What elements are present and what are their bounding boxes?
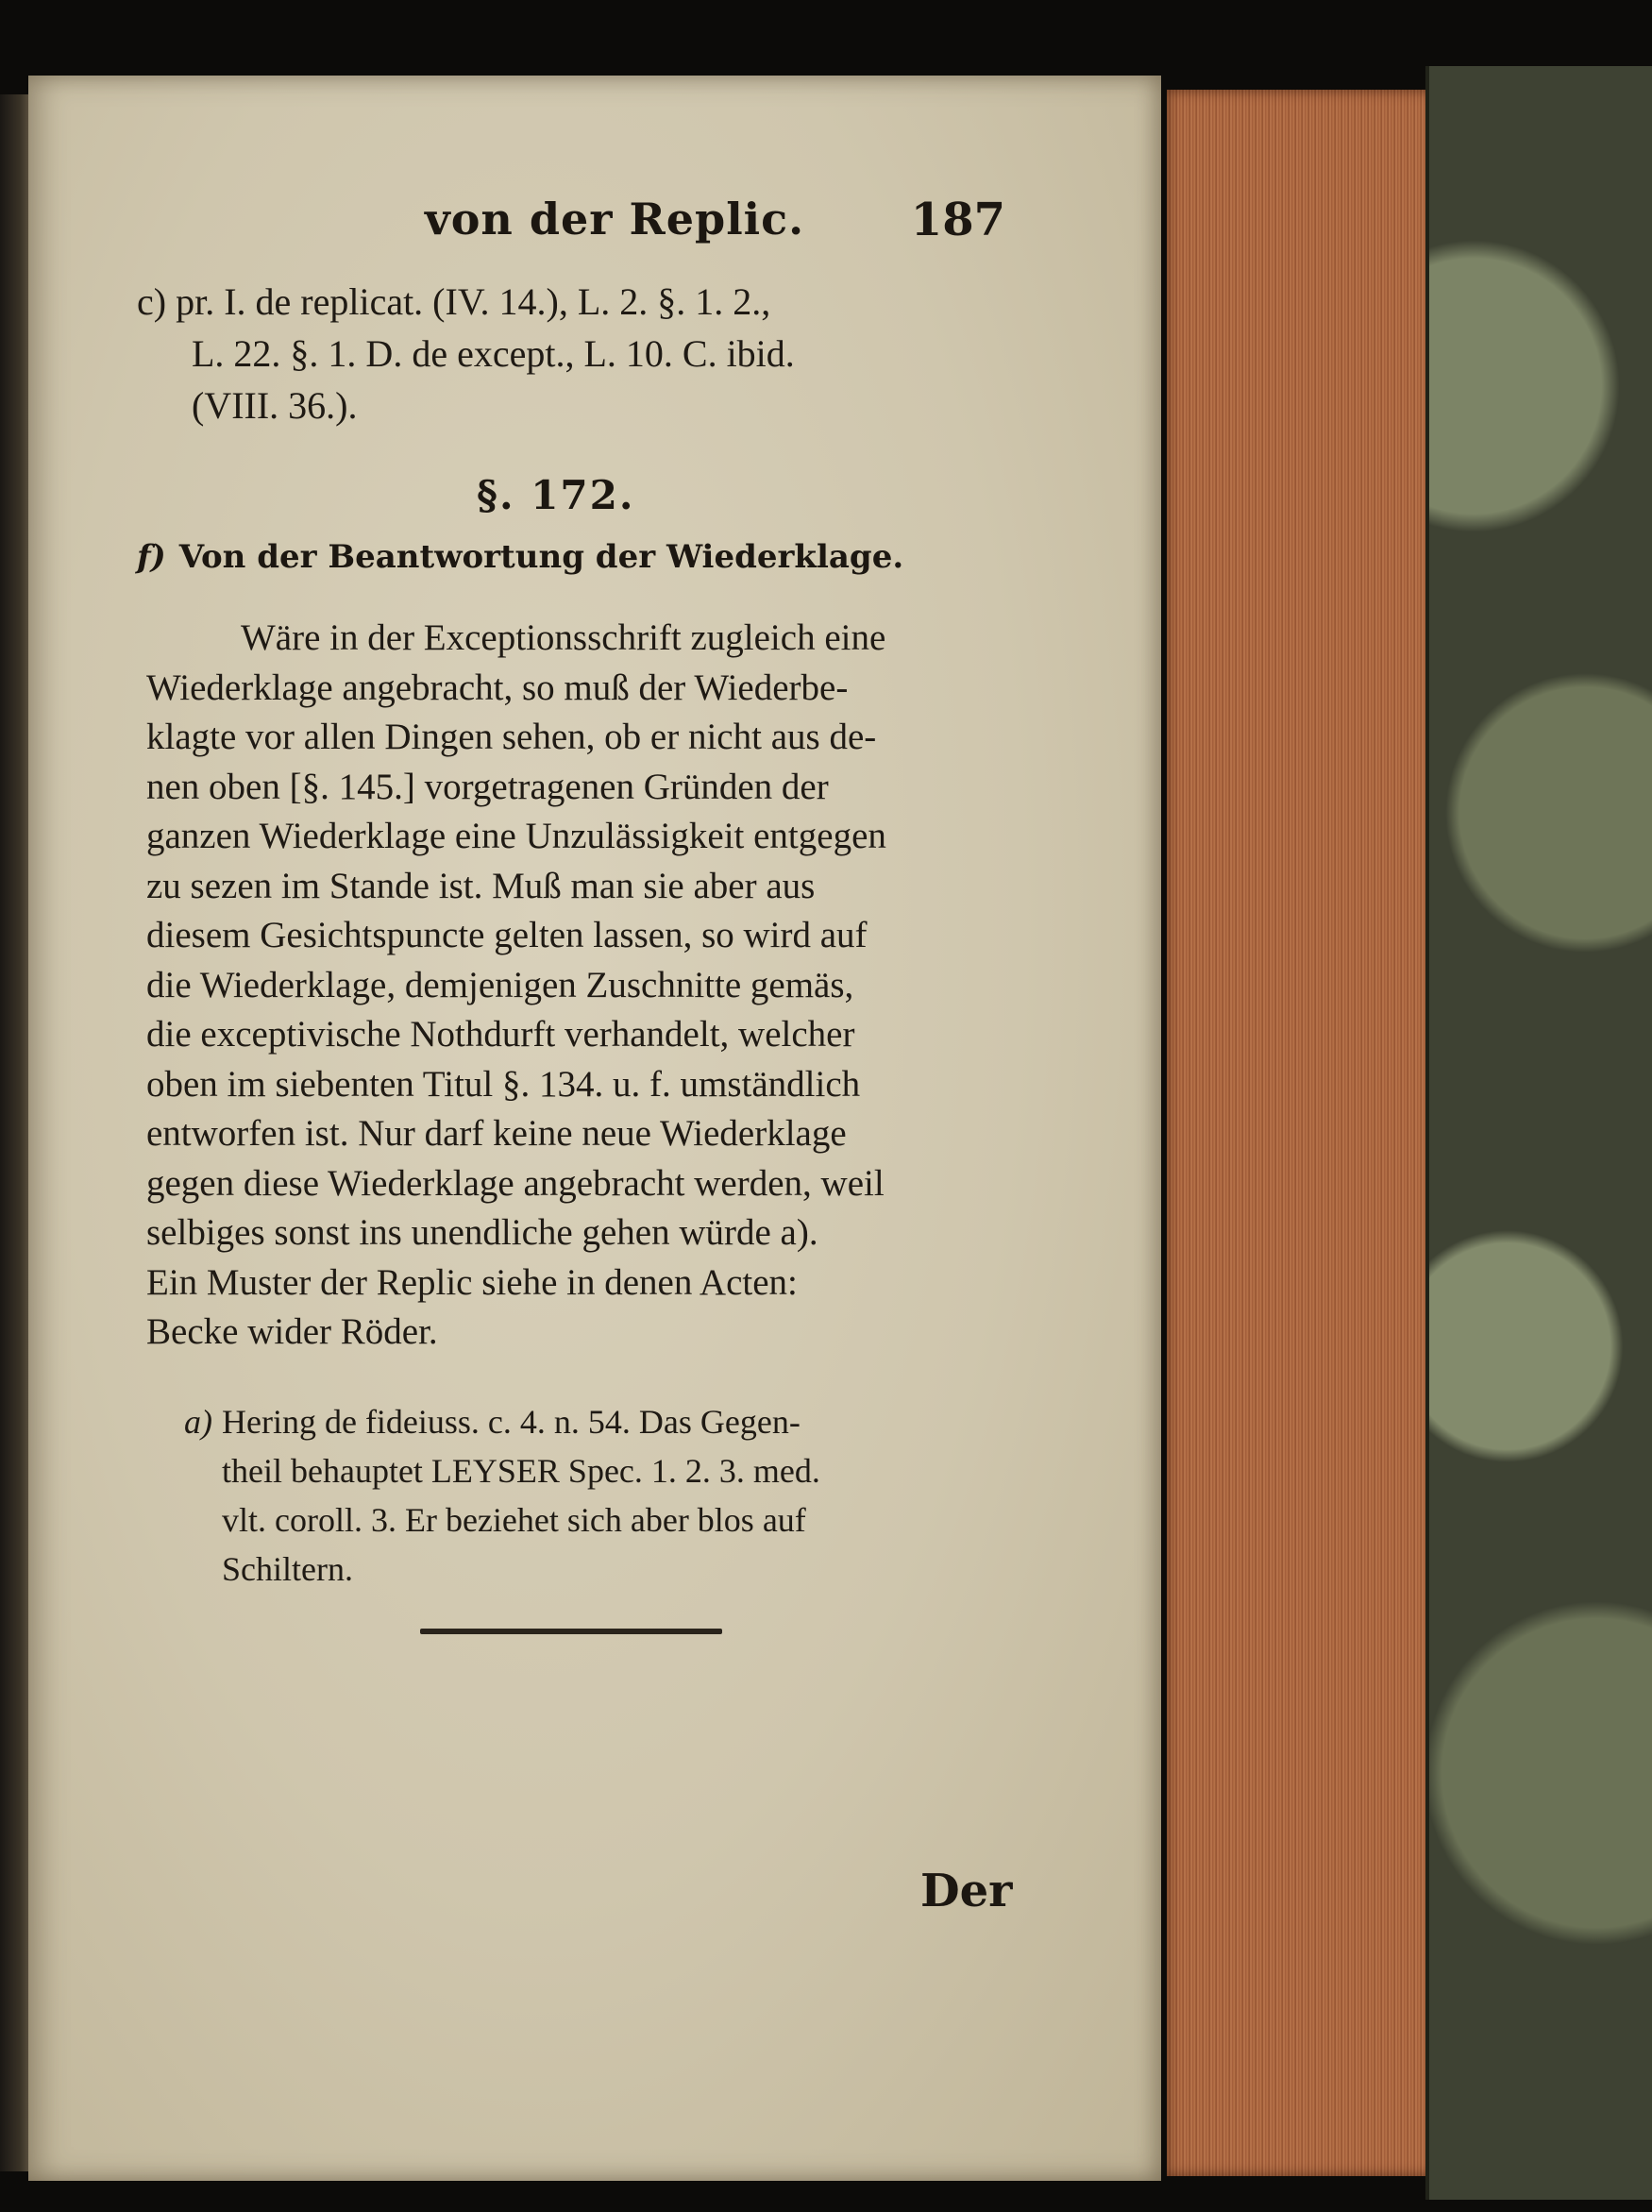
body-line: nen oben [§. 145.] vorgetragenen Gründen der [146,766,829,807]
body-line: die exceptivische Nothdurft verhandelt, welcher [146,1014,855,1055]
footnote-c-line: c) pr. I. de replicat. (IV. 14.), L. 2. §. 1. 2., [137,280,771,323]
page-block-edges [1167,90,1450,2176]
catchword: Der [920,1865,1013,1917]
body-paragraph [146,614,1005,1358]
footnote-a-line: theil behauptet LEYSER Spec. 1. 2. 3. med. [222,1452,820,1490]
body-line: Ein Muster der Replic siehe in denen Acten: [146,1261,798,1303]
footnote-a-text: Hering de fideiuss. c. 4. n. 54. Das Gegen- [222,1403,801,1441]
body-line: ganzen Wiederklage eine Unzulässigkeit entgegen [146,816,886,856]
body-line: selbiges sonst ins unendliche gehen würde a). [146,1212,818,1253]
body-line: Wäre in der Exceptionsschrift zugleich eine [241,617,886,658]
heading-marker: f) [137,538,166,576]
body-line: entworfen ist. Nur darf keine neue Wiederklage [146,1113,847,1154]
footnote-marker: a) [184,1403,212,1441]
body-line: diesem Gesichtspuncte gelten lassen, so wird auf [146,915,868,955]
heading-text: Von der Beantwortung der Wiederklage. [178,538,904,576]
body-line: Wiederklage angebracht, so muß der Wiederbe- [146,667,849,708]
footnote-a-line [184,1397,1015,1446]
running-head: von der Replic. [425,194,805,245]
footnote-c-line: (VIII. 36.). [192,384,358,427]
footnote-c [137,276,1005,431]
separator-rule [420,1629,722,1634]
section-heading [137,538,1005,576]
body-line: die Wiederklage, demjenigen Zuschnitte gemäs, [146,964,854,1005]
body-line: klagte vor allen Dingen sehen, ob er nicht aus de- [146,717,877,757]
body-line: zu sezen im Stande ist. Muß man sie aber aus [146,865,816,906]
body-line: gegen diese Wiederklage angebracht werden, weil [146,1162,885,1204]
footnote-c-line: L. 22. §. 1. D. de except., L. 10. C. ibid. [192,332,795,375]
marbled-cover [1425,66,1652,2200]
body-line: oben im siebenten Titul §. 134. u. f. umständlich [146,1063,861,1105]
page-number: 187 [910,194,1005,246]
section-number: §. 172. [477,472,635,518]
body-line: Becke wider Röder. [146,1311,438,1352]
footnote-a-line: vlt. coroll. 3. Er beziehet sich aber blos auf [222,1501,806,1539]
footnote-a-line: Schiltern. [222,1550,353,1588]
footnote-a [184,1397,1015,1594]
page-header [137,194,1005,246]
